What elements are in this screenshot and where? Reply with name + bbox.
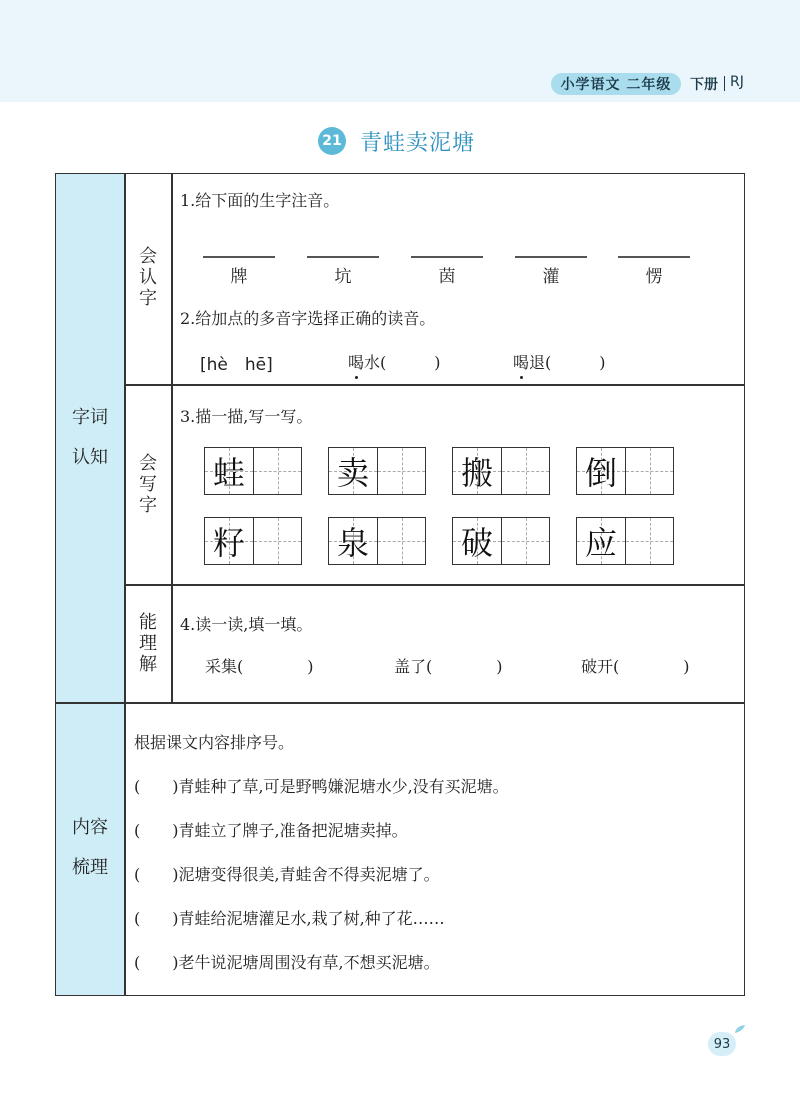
leaf-decoration-icon	[734, 1024, 746, 1034]
dotted-character: 喝	[348, 353, 365, 372]
fill-in-item[interactable]: 破开( )	[581, 657, 690, 676]
sorting-prompt: 根据课文内容排序号。	[134, 733, 295, 752]
subcategory-write: 会 写 字	[139, 453, 157, 516]
practice-cell[interactable]	[501, 518, 549, 564]
row-divider	[124, 584, 744, 586]
polyphone-item-rest: 水( )	[364, 353, 441, 372]
trace-character: 应	[584, 524, 617, 562]
pinyin-answer-line[interactable]	[411, 256, 483, 258]
writing-grid	[576, 447, 674, 495]
fill-in-item[interactable]: 盖了( )	[394, 657, 503, 676]
pinyin-character: 茵	[438, 267, 456, 287]
question-3-prompt: 3.描一描,写一写。	[180, 407, 313, 426]
lesson-title: 青蛙卖泥塘	[360, 130, 476, 156]
polyphone-item[interactable]	[348, 350, 441, 373]
writing-grid	[452, 517, 550, 565]
pinyin-character: 灌	[542, 267, 560, 287]
trace-character: 搬	[460, 454, 493, 492]
question-2-prompt: 2.给加点的多音字选择正确的读音。	[180, 309, 436, 328]
practice-cell[interactable]	[253, 518, 301, 564]
pronunciation-options: [hè hē]	[200, 355, 273, 375]
subject-grade-tag: 小学语文 二年级	[551, 73, 681, 95]
writing-grid	[576, 517, 674, 565]
pinyin-character: 愣	[645, 267, 663, 287]
practice-cell[interactable]	[377, 518, 425, 564]
trace-character: 卖	[336, 454, 369, 492]
polyphone-item-rest: 退( )	[529, 353, 606, 372]
writing-grid	[204, 517, 302, 565]
writing-grid	[452, 447, 550, 495]
pinyin-answer-line[interactable]	[307, 256, 379, 258]
polyphone-item[interactable]	[513, 350, 606, 373]
subcategory-recognize: 会 认 字	[139, 246, 157, 309]
subcategory-divider	[171, 174, 173, 703]
practice-cell[interactable]	[501, 448, 549, 494]
trace-character: 破	[460, 524, 493, 562]
practice-cell[interactable]	[253, 448, 301, 494]
sorting-item[interactable]: ( )老牛说泥塘周围没有草,不想买泥塘。	[134, 953, 440, 972]
practice-cell[interactable]	[625, 518, 673, 564]
pinyin-character: 牌	[230, 267, 248, 287]
writing-grid	[204, 447, 302, 495]
pinyin-answer-line[interactable]	[515, 256, 587, 258]
subcategory-understand: 能 理 解	[139, 612, 157, 675]
lesson-heading	[318, 125, 475, 157]
edition-label: RJ	[730, 74, 744, 90]
category-content-sorting: 内容 梳理	[72, 817, 108, 878]
fill-in-item[interactable]: 采集( )	[205, 657, 314, 676]
sorting-item[interactable]: ( )青蛙给泥塘灌足水,栽了树,种了花……	[134, 909, 445, 928]
question-4-prompt: 4.读一读,填一填。	[180, 615, 313, 634]
trace-character: 蛙	[212, 454, 245, 492]
volume-label: 下册	[690, 77, 718, 93]
header-divider	[724, 76, 725, 91]
pinyin-answer-line[interactable]	[203, 256, 275, 258]
trace-character: 泉	[336, 524, 369, 562]
practice-cell[interactable]	[625, 448, 673, 494]
sorting-item[interactable]: ( )泥塘变得很美,青蛙舍不得卖泥塘了。	[134, 865, 440, 884]
page-number: 93	[708, 1032, 736, 1056]
emphasis-dot	[520, 376, 523, 379]
sorting-item[interactable]: ( )青蛙立了牌子,准备把泥塘卖掉。	[134, 821, 408, 840]
writing-grid	[328, 517, 426, 565]
question-1-prompt: 1.给下面的生字注音。	[180, 191, 340, 210]
trace-character: 籽	[212, 524, 245, 562]
row-divider	[124, 384, 744, 386]
dotted-character: 喝	[513, 353, 530, 372]
emphasis-dot	[355, 376, 358, 379]
writing-grid	[328, 447, 426, 495]
lesson-number-badge: 21	[318, 127, 346, 155]
category-word-recognition: 字词 认知	[72, 407, 108, 468]
sorting-item[interactable]: ( )青蛙种了草,可是野鸭嫌泥塘水少,没有买泥塘。	[134, 777, 509, 796]
pinyin-answer-line[interactable]	[618, 256, 690, 258]
practice-cell[interactable]	[377, 448, 425, 494]
trace-character: 倒	[584, 454, 617, 492]
section-divider	[56, 702, 744, 704]
pinyin-character: 坑	[334, 267, 352, 287]
